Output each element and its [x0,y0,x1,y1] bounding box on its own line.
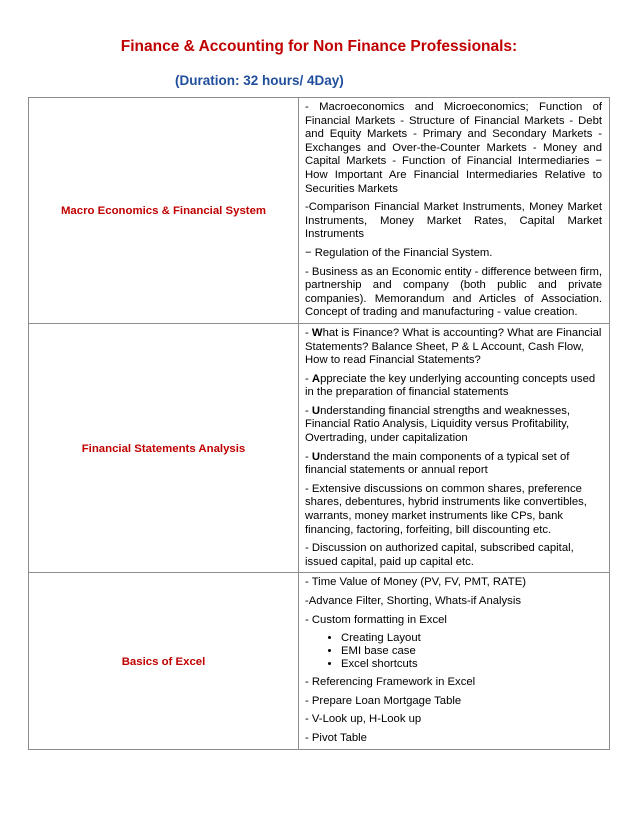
list-item: - Extensive discussions on common shares, preference shares, debentures, hybrid instruments like convertibles, warrants, money market instruments like CPs, bank financing, factoring, forfeiting, bill discounting etc. [305,482,587,536]
table-row-macro-economics [29,98,610,324]
list-item: - Understanding financial strengths and weaknesses, Financial Ratio Analysis, Liquidity versus Profitability, Overtrading, under capitalization [305,404,571,445]
list-item: - Discussion on authorized capital, subscribed capital, issued capital, paid up capital etc. [305,542,574,568]
bullet-item: • EMI base case [341,645,602,658]
table-row-basics-of-excel [29,573,610,749]
list-item: - Custom formatting in Excel [305,613,447,626]
bullet-item: • Creating Layout [341,632,602,645]
list-item: -Advance Filter, Shorting, Whats-if Analysis [305,595,521,607]
list-item: - V-Look up, H-Look up [305,713,422,726]
topic-label: Basics of Excel [121,655,206,668]
detail-cell [299,323,610,573]
list-item: -Comparison Financial Market Instruments, Money Market Instruments, Money Market Rates, Capital Market Instruments [305,201,602,241]
detail-cell [299,98,610,324]
list-item: - Appreciate the key underlying accounting concepts used in the preparation of financial statements [305,372,596,399]
topic-label: Macro Economics & Financial System [60,205,267,218]
duration-subtitle: (Duration: 32 hours/ 4Day) [175,73,344,88]
list-item: − Regulation of the Financial System. [305,246,493,259]
document-title: Finance & Accounting for Non Finance Professionals: [120,38,518,55]
topic-cell [29,573,299,749]
list-item: - Business as an Economic entity - difference between firm, partnership and company (both public and private companies). Memorandum and Articles of Association. Concept of trading and manufacturing - value creation. [305,265,602,319]
list-item: - What is Finance? What is accounting? What are Financial Statements? Balance Sheet, P & L Account, Cash Flow, How to read Financial Statements? [305,326,602,367]
course-table [28,97,610,750]
list-item: - Time Value of Money (PV, FV, PMT, RATE) [305,576,526,589]
list-item: - Understand the main components of a typical set of financial statements or annual report [305,450,570,477]
topic-cell [29,323,299,573]
detail-cell [299,573,610,749]
bullet-item: • Excel shortcuts [341,658,602,671]
topic-label: Financial Statements Analysis [81,443,246,456]
list-item: - Pivot Table [305,731,367,744]
list-item: - Referencing Framework in Excel [305,676,476,689]
topic-cell [29,98,299,324]
bullet-list [305,632,602,671]
table-row-financial-statements [29,323,610,573]
list-item: - Macroeconomics and Microeconomics; Function of Financial Markets - Structure of Financial Markets - Debt and Equity Markets - Primary and Secondary Markets - Exchanges and Over-the-Counter Markets - Money and Capital Markets - Function of Financial Intermediaries − How Important Are Financial Intermediaries Relative to Securities Markets [305,101,602,195]
list-item: - Prepare Loan Mortgage Table [305,694,462,707]
